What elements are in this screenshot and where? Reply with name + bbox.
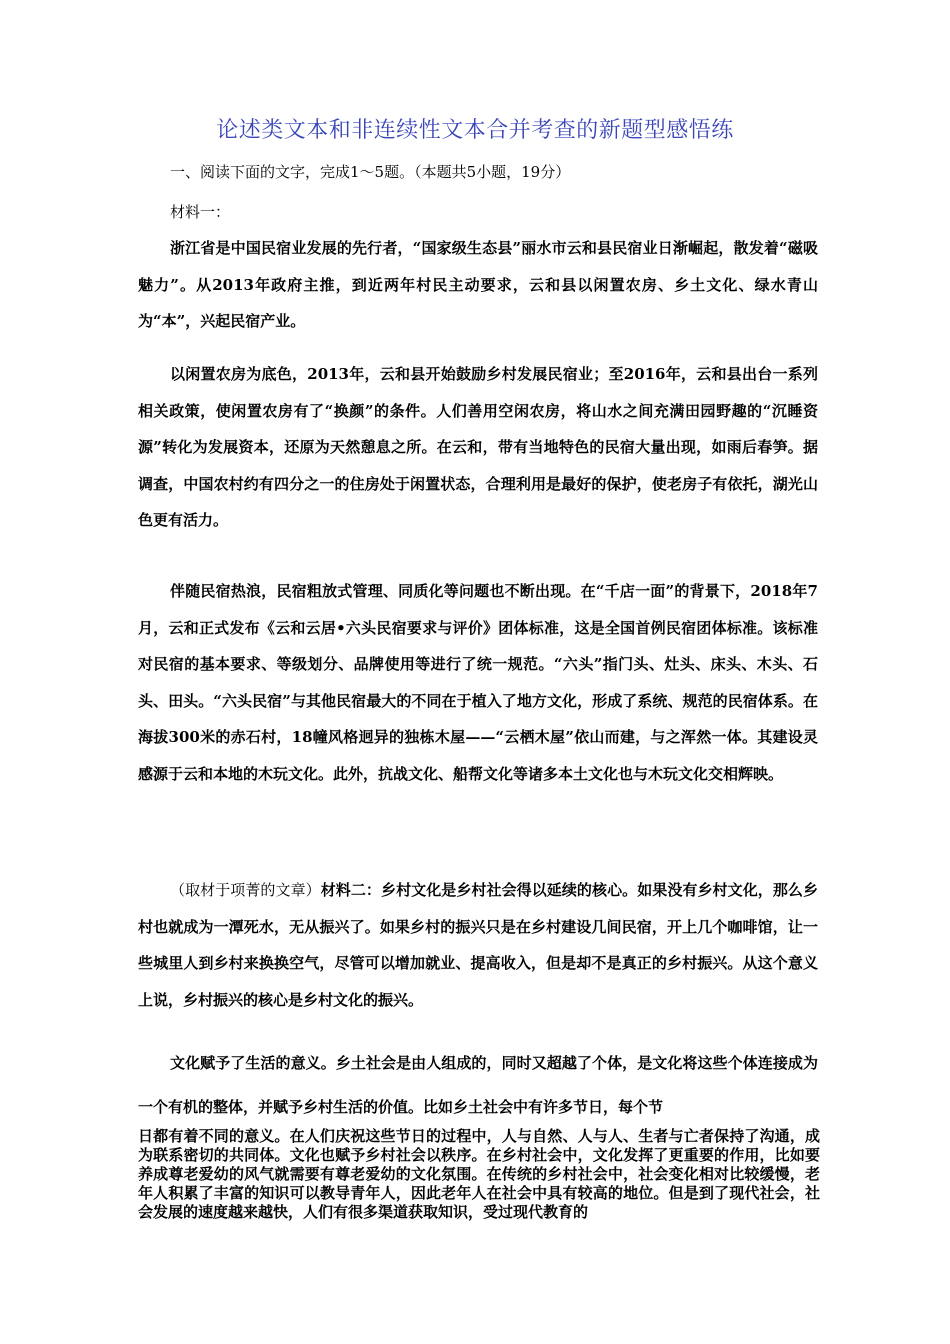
paragraph-5-start: 文化赋予了生活的意义。乡土社会是由人组成的，同时又超越了个体，是文化将这些个体连接成为一个有机的整体，并赋予乡村生活的价值。比如乡土社会中有许多节日，每个节 <box>138 1054 818 1116</box>
question-header: 一、阅读下面的文字，完成1～5题。（本题共5小题，19分） <box>170 163 571 181</box>
paragraph-5-continued: 日都有着不同的意义。在人们庆祝这些节日的过程中，人与自然、人与人、生者与亡者保持了沟通，成为联系密切的共同体。文化也赋予乡村社会以秩序。在乡村社会中，文化发挥了更重要的作用，比如要养成尊老爱幼的风气就需要有尊老爱幼的文化氛围。在传统的乡村社会中，社会变化相对比较缓慢，老年人积累了丰富的知识可以教导青年人，因此老年人在社会中具有较高的地位。但是到了现代社会，社会发展的速度越来越快，人们有很多渠道获取知识，受过现代教育的 <box>138 1127 820 1221</box>
paragraph-1: 浙江省是中国民宿业发展的先行者，“国家级生态县”丽水市云和县民宿业日渐崛起，散发着“磁吸魅力”。从2013年政府主推，到近两年村民主动要求，云和县以闲置农房、乡土文化、绿水青山为“本”，兴起民宿产业。 <box>138 239 818 330</box>
material-one-label: 材料一： <box>170 203 231 221</box>
document-title: 论述类文本和非连续性文本合并考查的新题型感悟练 <box>216 118 734 143</box>
source-citation: （取材于项菁的文章） <box>170 881 321 899</box>
paragraph-3: 伴随民宿热浪，民宿粗放式管理、同质化等问题也不断出现。在“千店一面”的背景下，2018年7月，云和正式发布《云和云居•六头民宿要求与评价》团体标准，这是全国首例民宿团体标准。该标准对民宿的基本要求、等级划分、品牌使用等进行了统一规范。“六头”指门头、灶头、床头、木头、石头、田头。“六头民宿”与其他民宿最大的不同在于植入了地方文化，形成了系统、规范的民宿体系。在海拔300米的赤石村，18幢风格迥异的独栋木屋——“云栖木屋”依山而建，与之浑然一体。其建设灵感源于云和本地的木玩文化。此外，抗战文化、船帮文化等诸多本土文化也与木玩文化交相辉映。 <box>138 582 818 783</box>
paragraph-2: 以闲置农房为底色，2013年，云和县开始鼓励乡村发展民宿业；至2016年，云和县出台一系列相关政策，使闲置农房有了“换颜”的条件。人们善用空闲农房，将山水之间充满田园野趣的“沉睡资源”转化为发展资本，还原为天然憩息之所。在云和，带有当地特色的民宿大量出现，如雨后春笋。据调查，中国农村约有四分之一的住房处于闲置状态，合理利用是最好的保护，使老房子有依托，湖光山色更有活力。 <box>138 365 818 529</box>
paragraph-4 <box>138 872 818 1018</box>
material-two-text: 材料二：乡村文化是乡村社会得以延续的核心。如果没有乡村文化，那么乡村也就成为一潭死水，无从振兴了。如果乡村的振兴只是在乡村建设几间民宿，开上几个咖啡馆，让一些城里人到乡村来换换空气，尽管可以增加就业、提高收入，但是却不是真正的乡村振兴。从这个意义上说，乡村振兴的核心是乡村文化的振兴。 <box>138 881 818 1009</box>
